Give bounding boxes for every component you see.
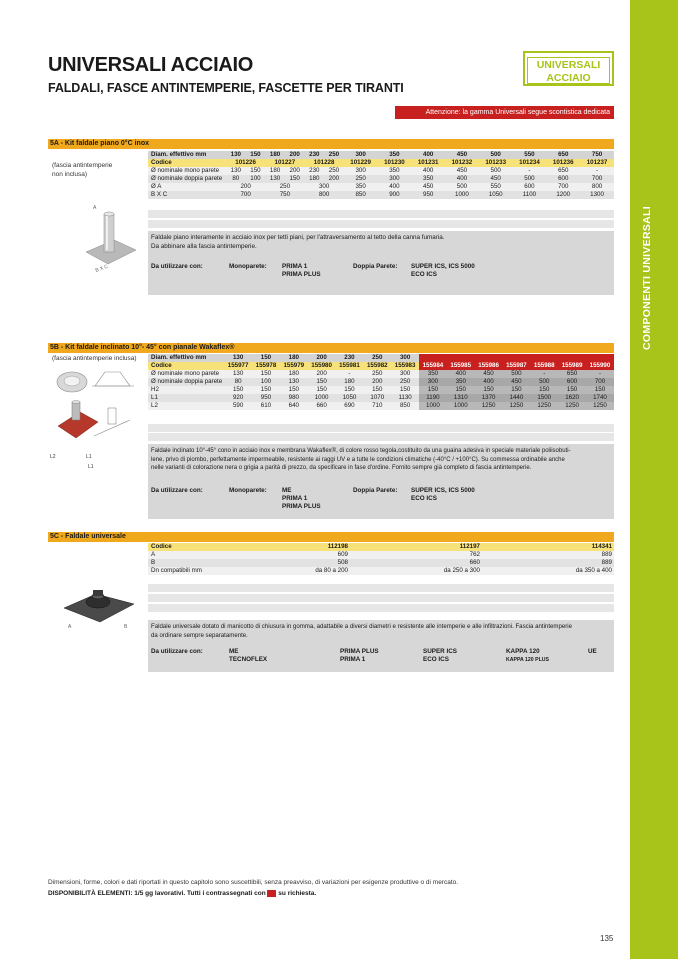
page-number: 135	[600, 934, 614, 943]
page-title: UNIVERSALI ACCIAIO	[48, 54, 253, 76]
img-label-bxc: B X C	[94, 263, 109, 274]
section-5c-description: Faldale universale dotato di manicotto di chiusura in gomma, adattabile a diversi diametri e resistente alle intemperie e alle infiltrazioni. Fascia antintemperie da ordinare sempre separatamente. Da utilizzare con: ME TECNOFLEX PRIMA PLUS PRIMA 1 SUPER ICS ECO ICS KAPPA 120 KAPPA 120 PLUS UE	[148, 620, 614, 672]
section-5b-product-image	[50, 364, 145, 469]
table-row: A 609 762 889	[148, 551, 614, 559]
table-row: B X C 700 750 800 850 900 950 1000 1050 1100 1200 1300	[148, 191, 614, 199]
img-label-l1b: L1	[88, 464, 94, 469]
table-row: H2 150 150 150 150 150 150 150 150 150 150 150 150 150 150	[148, 386, 614, 394]
table-row: L2 590 610 640 660 690 710 850 1000 1000 1250 1250 1250 1250 1250	[148, 402, 614, 410]
table-row: Codice 112198 112197 114341	[148, 543, 614, 551]
sidebar-band	[630, 0, 678, 959]
section-5b-note: (fascia antintemperie inclusa)	[52, 355, 137, 362]
spacer-band	[148, 220, 614, 228]
page-subtitle: FALDALI, FASCE ANTINTEMPERIE, FASCETTE PER TIRANTI	[48, 81, 404, 95]
table-row: B 508 660 889	[148, 559, 614, 567]
discount-warning: Attenzione: la gamma Universali segue scontistica dedicata	[395, 106, 614, 119]
img-label-a: A	[68, 624, 72, 630]
section-5b-title: 5B - Kit faldale inclinato 10°- 45° con pianale Wakaflex®	[48, 343, 614, 353]
category-badge	[523, 51, 614, 86]
spacer-band	[148, 424, 614, 432]
table-row: Ø nominale doppia parete 80 100 130 150 180 200 250 300 350 400 450 500 600 700	[148, 378, 614, 386]
table-row: Ø nominale doppia parete 80 100 130 150 180 200 250 300 350 400 450 500 600 700	[148, 175, 614, 183]
section-5a-description: Faldale piano interamente in acciaio inox per tetti piani, per l'attraversamento al tetto della canna fumaria. Da abbinare alla fascia antintemperie. Da utilizzare con: Monoparete: PRIMA 1 PRIMA PLUS Doppia Parete: SUPER ICS, ICS 5000 ECO ICS	[148, 231, 614, 295]
badge-line1: UNIVERSALI	[536, 59, 601, 71]
section-5a-title: 5A - Kit faldale piano 0°C inox	[48, 139, 614, 149]
table-row: Diam. effettivo mm 130 150 180 200 230 250 300 350 400 450 500 550 650 750	[148, 354, 614, 362]
section-5c-table	[148, 543, 614, 575]
section-5c-product-image	[60, 580, 140, 632]
spacer-band	[148, 604, 614, 612]
img-label-l1: L1	[86, 454, 92, 460]
sidebar-label: COMPONENTI UNIVERSALI	[641, 206, 653, 350]
table-row: L1 920 950 980 1000 1050 1070 1130 1190 1310 1370 1440 1500 1620 1740	[148, 394, 614, 402]
section-5a-product-image	[78, 200, 138, 275]
img-label-l2: L2	[50, 454, 56, 460]
section-5c-title: 5C - Faldale universale	[48, 532, 614, 542]
footer-disclaimer: Dimensioni, forme, colori e dati riportati in questo capitolo sono suscettibili, senza preavviso, di variazioni per esigenze produttive o di mercato.	[48, 879, 459, 886]
section-5b-description: Faldale inclinato 10°-45° cono in acciaio inox e membrana Wakaflex®, di colore rosso tegola,costituito da una guaina adesiva in speciale materiale poliisobuti- lene, privo di piombo, perfettamente impermeabile, resistente ai raggi UV e a tutte le condizioni climatiche (-40°C / +100°C). Su commessa ordinabile anche nelle varianti di colorazione nera o grigia a parità di prezzo, da specificare in fase d'ordine. Fornito sempre già completo di fascia antintemperie. Da utilizzare con: Monoparete: ME PRIMA 1 PRIMA PLUS Doppia Parete: SUPER ICS, ICS 5000 ECO ICS	[148, 444, 614, 519]
spacer-band	[148, 210, 614, 218]
section-5b-table	[148, 354, 614, 410]
red-marker-icon	[267, 890, 276, 897]
spacer-band	[148, 594, 614, 602]
badge-line2: ACCIAIO	[546, 72, 591, 84]
table-row: Dn compatibili mm da 80 a 200 da 250 a 300 da 350 a 400	[148, 567, 614, 575]
table-row: Ø nominale mono parete 130 150 180 200 - 250 300 350 400 450 500 - 650 -	[148, 370, 614, 378]
table-row: Codice 155977 155978 155979 155980 155981 155982 155983 155984 155985 155986 155987 155988 155989 155990	[148, 362, 614, 370]
section-5a-note: (fascia antintemperie non inclusa)	[52, 162, 113, 178]
table-row: Diam. effettivo mm 130 150 180 200 230 250 300 350 400 450 500 550 650 750	[148, 151, 614, 159]
img-label-a: A	[93, 205, 97, 211]
img-label-b: B	[124, 624, 128, 630]
spacer-band	[148, 584, 614, 592]
section-5a-table	[148, 151, 614, 199]
table-row: Codice 101226 101227 101228 101229 101230 101231 101232 101233 101234 101236 101237	[148, 159, 614, 167]
footer-availability: DISPONIBILITÀ ELEMENTI: 1/5 gg lavorativi. Tutti i contrassegnati con su richiesta.	[48, 890, 317, 898]
table-row: Ø nominale mono parete 130 150 180 200 230 250 300 350 400 450 500 - 650 -	[148, 167, 614, 175]
spacer-band	[148, 433, 614, 441]
table-row: Ø A 200 250 300 350 400 450 500 550 600 700 800	[148, 183, 614, 191]
